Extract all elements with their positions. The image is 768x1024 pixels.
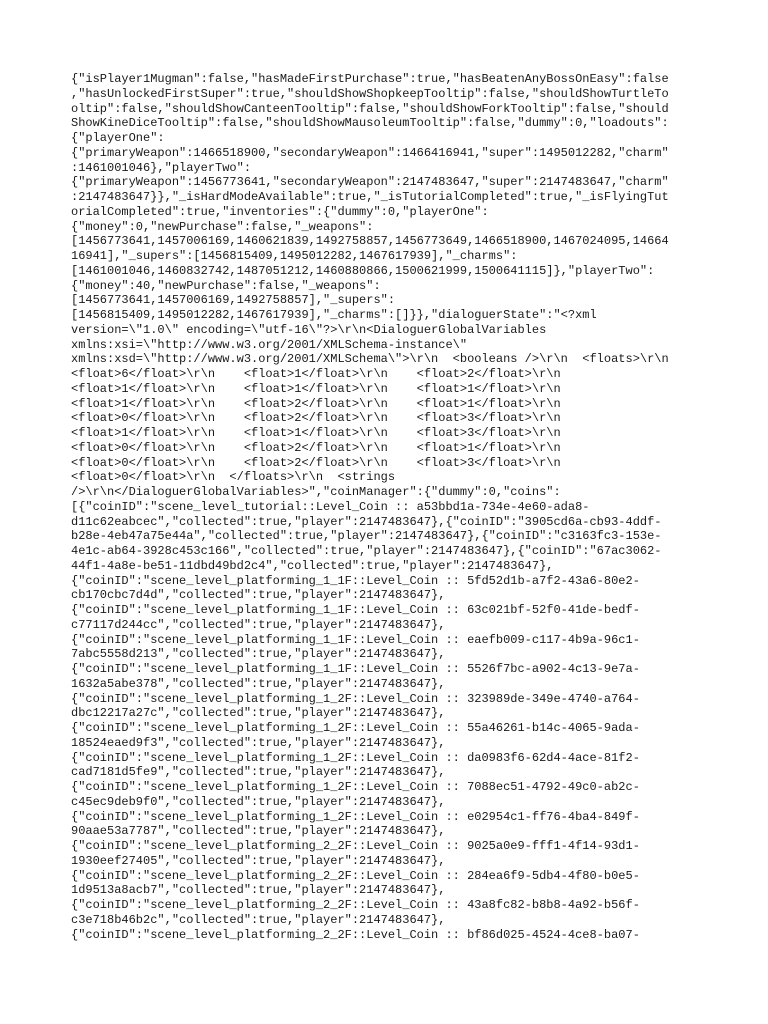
text-line: c3e718b46b2c","collected":true,"player":2147483647}, [71,912,446,927]
text-line: c45ec9deb9f0","collected":true,"player":2147483647}, [71,794,446,809]
text-line: {"isPlayer1Mugman":false,"hasMadeFirstPurchase":true,"hasBeatenAnyBossOnEasy":false [71,72,669,86]
text-line: {"coinID":"scene_level_platforming_1_1F::Level_Coin :: 5526f7bc-a902-4c13-9e7a- [71,662,640,676]
text-line: 7abc5558d213","collected":true,"player":2147483647}, [71,647,446,662]
text-line: <float>0</float>\r\n </floats>\r\n <strings [71,470,396,485]
text-line: {"coinID":"scene_level_platforming_1_2F::Level_Coin :: 323989de-349e-4740-a764- [71,691,640,706]
text-line: {"primaryWeapon":1466518900,"secondaryWeapon":1466416941,"super":1495012282,"charm" [71,145,669,160]
text-line: d11c62eabcec","collected":true,"player":2147483647},{"coinID":"3905cd6a-cb93-4ddf- [71,514,662,529]
text-line: 1930eef27405","collected":true,"player":2147483647}, [71,853,446,868]
text-line: dbc12217a27c","collected":true,"player":2147483647}, [71,706,446,721]
text-line: b28e-4eb47a75e44a","collected":true,"player":2147483647},{"coinID":"c3163fc3-153e- [71,529,662,544]
text-line: 1d9513a8acb7","collected":true,"player":2147483647}, [71,883,446,898]
text-line: 90aae53a7787","collected":true,"player":2147483647}, [71,824,446,839]
text-line: {"coinID":"scene_level_platforming_1_2F::Level_Coin :: 55a46261-b14c-4065-9ada- [71,721,640,735]
text-line: [1456773641,1457006169,1492758857],"_supers": [71,293,396,308]
text-line: />\r\n</DialoguerGlobalVariables>","coinManager":{"dummy":0,"coins": [71,485,561,499]
text-line: ShowKineDiceTooltip":false,"shouldShowMausoleumTooltip":false,"dummy":0,"loadouts": [71,116,669,131]
text-line: <float>0</float>\r\n <float>2</float>\r\n <float>3</float>\r\n [71,411,561,426]
text-line: <float>1</float>\r\n <float>1</float>\r\n <float>1</float>\r\n [71,381,561,396]
text-line: 1632a5abe378","collected":true,"player":2147483647}, [71,676,446,691]
text-line: {"coinID":"scene_level_platforming_2_2F::Level_Coin :: bf86d025-4524-4ce8-ba07- [71,927,640,942]
text-line: [1456773641,1457006169,1460621839,1492758857,1456773649,1466518900,1467024095,14664 [71,234,669,249]
text-line: {"coinID":"scene_level_platforming_1_1F::Level_Coin :: 5fd52d1b-a7f2-43a6-80e2- [71,573,640,588]
text-line: xmlns:xsi=\"http://www.w3.org/2001/XMLSchema-instance\" [71,337,468,352]
text-line: {"coinID":"scene_level_platforming_1_1F::Level_Coin :: eaefb009-c117-4b9a-96c1- [71,632,640,647]
text-line: xmlns:xsd=\"http://www.w3.org/2001/XMLSchema\">\r\n <booleans />\r\n <floats>\r\n [71,352,669,367]
text-line: :1461001046},"playerTwo": [71,160,252,175]
text-line: {"coinID":"scene_level_platforming_1_1F::Level_Coin :: 63c021bf-52f0-41de-bedf- [71,603,640,617]
text-line: <float>1</float>\r\n <float>1</float>\r\n <float>3</float>\r\n [71,426,561,440]
text-line: {"playerOne": [71,131,165,145]
text-line: cad7181d5fe9","collected":true,"player":2147483647}, [71,765,446,780]
text-line: {"coinID":"scene_level_platforming_2_2F::Level_Coin :: 284ea6f9-5db4-4f80-b0e5- [71,868,640,883]
text-line: <float>0</float>\r\n <float>2</float>\r\n <float>1</float>\r\n [71,440,561,455]
text-line: [1456815409,1495012282,1467617939],"_charms":[]}},"dialoguerState":"<?xml [71,308,597,322]
text-line: [{"coinID":"scene_level_tutorial::Level_Coin :: a53bbd1a-734e-4e60-ada8- [71,499,590,514]
text-line: :2147483647}},"_isHardModeAvailable":true,"_isTutorialCompleted":true,"_isFlyingTut [71,190,669,204]
text-line: 44f1-4a8e-be51-11dbd49bd2c4","collected":true,"player":2147483647}, [71,558,554,573]
text-line: [1461001046,1460832742,1487051212,1460880866,1500621999,1500641115]},"playerTwo": [71,263,655,278]
text-line: {"primaryWeapon":1456773641,"secondaryWeapon":2147483647,"super":2147483647,"charm" [71,175,669,190]
text-line: oltip":false,"shouldShowCanteenTooltip":false,"shouldShowForkTooltip":false,"should [71,101,669,116]
text-line: {"coinID":"scene_level_platforming_2_2F::Level_Coin :: 43a8fc82-b8b8-4a92-b56f- [71,898,640,912]
text-line: {"coinID":"scene_level_platforming_1_2F::Level_Coin :: e02954c1-ff76-4ba4-849f- [71,809,640,824]
text-line: 18524eaed9f3","collected":true,"player":2147483647}, [71,735,446,750]
text-line: <float>6</float>\r\n <float>1</float>\r\n <float>2</float>\r\n [71,367,561,381]
text-line: 16941],"_supers":[1456815409,1495012282,1467617939],"_charms": [71,249,518,263]
text-line: version=\"1.0\" encoding=\"utf-16\"?>\r\n<DialoguerGlobalVariables [71,322,547,337]
save-data-json-text [71,72,701,942]
text-line: {"coinID":"scene_level_platforming_2_2F::Level_Coin :: 9025a0e9-fff1-4f14-93d1- [71,839,640,853]
text-line: {"coinID":"scene_level_platforming_1_2F::Level_Coin :: 7088ec51-4792-49c0-ab2c- [71,780,640,794]
text-line: 4e1c-ab64-3928c453c166","collected":true,"player":2147483647},{"coinID":"67ac3062- [71,544,662,558]
text-line: {"money":0,"newPurchase":false,"_weapons": [71,219,374,234]
text-line: c77117d244cc","collected":true,"player":2147483647}, [71,617,446,632]
text-line: cb170cbc7d4d","collected":true,"player":2147483647}, [71,588,446,603]
text-line: {"coinID":"scene_level_platforming_1_2F::Level_Coin :: da0983f6-62d4-4ace-81f2- [71,750,640,765]
text-line: <float>0</float>\r\n <float>2</float>\r\n <float>3</float>\r\n [71,455,561,470]
text-line: ,"hasUnlockedFirstSuper":true,"shouldShowShopkeepTooltip":false,"shouldShowTurtleTo [71,86,669,101]
text-line: {"money":40,"newPurchase":false,"_weapons": [71,278,381,293]
text-line: orialCompleted":true,"inventories":{"dummy":0,"playerOne": [71,204,489,219]
text-line: <float>1</float>\r\n <float>2</float>\r\n <float>1</float>\r\n [71,396,561,411]
